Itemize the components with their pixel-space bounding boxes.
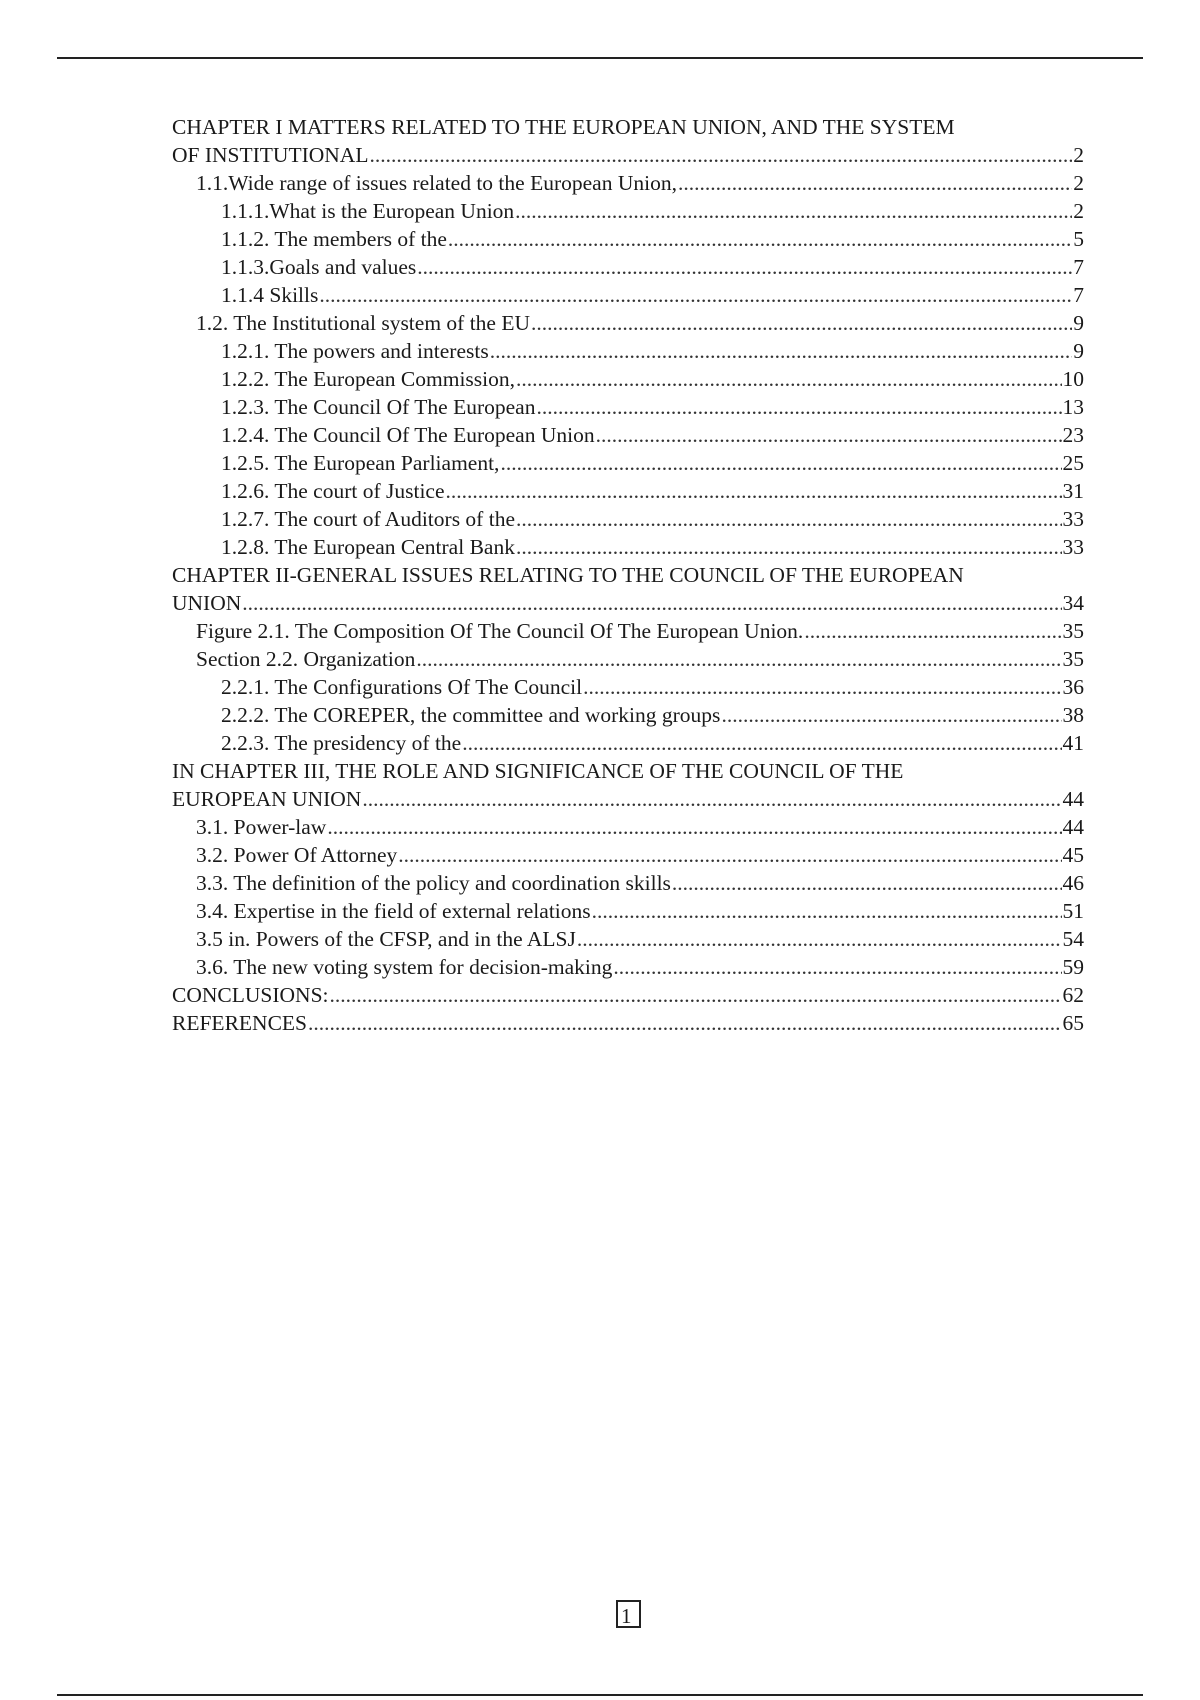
toc-entry[interactable] [172, 981, 1084, 1009]
dot-leader [577, 925, 1062, 953]
toc-entry[interactable] [172, 953, 1084, 981]
toc-entry-page: 62 [1062, 983, 1084, 1007]
toc-entry-line [221, 673, 1084, 701]
toc-entry-title: 1.1.4 Skills [221, 283, 319, 307]
toc-entry-title: 1.2.2. The European Commission, [221, 367, 516, 391]
toc-entry-line [221, 505, 1084, 533]
toc-entry-title: 1.2.3. The Council Of The European [221, 395, 536, 419]
toc-entry-line [221, 393, 1084, 421]
toc-entry[interactable] [172, 533, 1084, 561]
toc-entry-title: 3.1. Power-law [196, 815, 327, 839]
toc-entry[interactable] [172, 113, 1084, 169]
toc-entry-title: 1.2.1. The powers and interests [221, 339, 489, 363]
toc-entry-title: 1.2.4. The Council Of The European Union [221, 423, 595, 447]
toc-entry[interactable] [172, 897, 1084, 925]
toc-entry[interactable] [172, 169, 1084, 197]
toc-entry-line [172, 1009, 1084, 1037]
toc-entry-title: 1.2.7. The court of Auditors of the [221, 507, 515, 531]
toc-entry-line [221, 337, 1084, 365]
toc-entry-line [172, 785, 1084, 813]
toc-entry-page: 23 [1062, 423, 1084, 447]
toc-entry-line [221, 253, 1084, 281]
toc-entry-line [196, 841, 1084, 869]
dot-leader [804, 617, 1061, 645]
toc-entry-title: 3.2. Power Of Attorney [196, 843, 398, 867]
dot-leader [721, 701, 1061, 729]
toc-entry[interactable] [172, 477, 1084, 505]
dot-leader [516, 533, 1062, 561]
toc-entry-title: 3.3. The definition of the policy and coordination skills [196, 871, 671, 895]
toc-entry-line [196, 813, 1084, 841]
toc-entry[interactable] [172, 869, 1084, 897]
toc-entry-line [221, 449, 1084, 477]
dot-leader [242, 589, 1061, 617]
dot-leader [308, 1009, 1062, 1037]
dot-leader [490, 337, 1073, 365]
dot-leader [369, 141, 1072, 169]
toc-entry-page: 59 [1062, 955, 1084, 979]
toc-entry-page: 46 [1062, 871, 1084, 895]
toc-entry-title: 1.2.5. The European Parliament, [221, 451, 500, 475]
toc-entry-title: 1.1.1.What is the European Union [221, 199, 515, 223]
dot-leader [678, 169, 1072, 197]
toc-entry-line [221, 365, 1084, 393]
toc-entry-title: REFERENCES [172, 1011, 307, 1035]
dot-leader [327, 813, 1061, 841]
toc-entry[interactable] [172, 757, 1084, 813]
toc-entry-page: 9 [1073, 339, 1084, 363]
toc-entry-page: 51 [1062, 899, 1084, 923]
dot-leader [583, 673, 1061, 701]
toc-entry[interactable] [172, 281, 1084, 309]
toc-entry-title: 1.2. The Institutional system of the EU [196, 311, 531, 335]
toc-entry-line [221, 197, 1084, 225]
toc-entry-title: UNION [172, 591, 242, 615]
toc-entry-title: 3.6. The new voting system for decision-making [196, 955, 613, 979]
dot-leader [330, 981, 1062, 1009]
toc-entry-page: 35 [1062, 647, 1084, 671]
toc-entry[interactable] [172, 1009, 1084, 1037]
toc-entry[interactable] [172, 701, 1084, 729]
dot-leader [516, 365, 1061, 393]
toc-entry-line [221, 281, 1084, 309]
toc-entry-heading-line: CHAPTER II-GENERAL ISSUES RELATING TO THE COUNCIL OF THE EUROPEAN [172, 563, 964, 587]
toc-entry-title: 2.2.3. The presidency of the [221, 731, 462, 755]
dot-leader [398, 841, 1061, 869]
toc-entry-title: Section 2.2. Organization [196, 647, 416, 671]
toc-entry-line [221, 421, 1084, 449]
toc-entry[interactable] [172, 813, 1084, 841]
toc-entry-page: 5 [1073, 227, 1084, 251]
toc-entry-title: Figure 2.1. The Composition Of The Council Of The European Union. [196, 619, 804, 643]
toc-entry-title: EUROPEAN UNION [172, 787, 362, 811]
dot-leader [596, 421, 1062, 449]
toc-entry-line [172, 589, 1084, 617]
toc-entry-page: 45 [1062, 843, 1084, 867]
toc-entry-line [196, 925, 1084, 953]
toc-entry-title: 3.5 in. Powers of the CFSP, and in the ALSJ [196, 927, 576, 951]
toc-entry-line [196, 645, 1084, 673]
dot-leader [462, 729, 1061, 757]
toc-entry-page: 33 [1062, 507, 1084, 531]
toc-entry-page: 2 [1073, 171, 1084, 195]
toc-entry-page: 34 [1062, 591, 1084, 615]
dot-leader [416, 645, 1061, 673]
toc-entry-line [196, 309, 1084, 337]
dot-leader [536, 393, 1061, 421]
toc-entry-page: 36 [1062, 675, 1084, 699]
toc-entry-page: 38 [1062, 703, 1084, 727]
dot-leader [446, 477, 1062, 505]
toc-entry-line [221, 701, 1084, 729]
toc-entry[interactable] [172, 449, 1084, 477]
dot-leader [417, 253, 1072, 281]
toc-entry-page: 9 [1073, 311, 1084, 335]
toc-entry-page: 7 [1073, 255, 1084, 279]
toc-entry-page: 54 [1062, 927, 1084, 951]
toc-entry-page: 41 [1062, 731, 1084, 755]
toc-entry-page: 10 [1062, 367, 1084, 391]
toc-entry-page: 25 [1062, 451, 1084, 475]
dot-leader [613, 953, 1061, 981]
toc-entry[interactable] [172, 337, 1084, 365]
toc-entry-line [196, 617, 1084, 645]
toc-entry[interactable] [172, 925, 1084, 953]
dot-leader [531, 309, 1072, 337]
toc-entry-page: 13 [1062, 395, 1084, 419]
toc-entry-line [196, 953, 1084, 981]
toc-entry[interactable] [172, 197, 1084, 225]
toc-entry-line [221, 533, 1084, 561]
toc-entry-line [221, 477, 1084, 505]
toc-entry-line [221, 225, 1084, 253]
toc-entry-page: 33 [1062, 535, 1084, 559]
toc-entry-page: 35 [1062, 619, 1084, 643]
toc-entry-title: 2.2.1. The Configurations Of The Council [221, 675, 583, 699]
toc-entry[interactable] [172, 253, 1084, 281]
toc-entry[interactable] [172, 309, 1084, 337]
toc-entry[interactable] [172, 505, 1084, 533]
toc-entry-heading-line: IN CHAPTER III, THE ROLE AND SIGNIFICANCE OF THE COUNCIL OF THE [172, 759, 904, 783]
dot-leader [672, 869, 1062, 897]
toc-entry[interactable] [172, 729, 1084, 757]
dot-leader [516, 505, 1062, 533]
toc-entry-title: CONCLUSIONS: [172, 983, 329, 1007]
toc-entry-line [196, 869, 1084, 897]
toc-entry[interactable] [172, 365, 1084, 393]
toc-entry-title: 3.4. Expertise in the field of external relations [196, 899, 591, 923]
toc-entry[interactable] [172, 841, 1084, 869]
table-of-contents [172, 113, 1084, 1037]
toc-entry-title: 1.1.3.Goals and values [221, 255, 417, 279]
dot-leader [515, 197, 1072, 225]
toc-entry-page: 2 [1073, 199, 1084, 223]
toc-entry-line [196, 169, 1084, 197]
toc-entry[interactable] [172, 673, 1084, 701]
toc-entry-page: 31 [1062, 479, 1084, 503]
header-rule [57, 57, 1143, 59]
toc-entry-line [172, 141, 1084, 169]
dot-leader [362, 785, 1061, 813]
toc-entry-page: 7 [1073, 283, 1084, 307]
footer-rule [57, 1694, 1143, 1696]
toc-entry[interactable] [172, 225, 1084, 253]
dot-leader [592, 897, 1062, 925]
toc-entry[interactable] [172, 561, 1084, 617]
toc-entry-title: 1.1.Wide range of issues related to the European Union, [196, 171, 677, 195]
toc-entry[interactable] [172, 393, 1084, 421]
toc-entry-line [172, 981, 1084, 1009]
toc-entry[interactable] [172, 421, 1084, 449]
toc-entry-title: OF INSTITUTIONAL [172, 143, 369, 167]
toc-entry-heading-line: CHAPTER I MATTERS RELATED TO THE EUROPEAN UNION, AND THE SYSTEM [172, 115, 955, 139]
toc-entry-page: 44 [1062, 815, 1084, 839]
toc-entry-title: 1.2.8. The European Central Bank [221, 535, 515, 559]
toc-entry-line [221, 729, 1084, 757]
page-number: 1 [616, 1600, 641, 1628]
toc-entry-title: 2.2.2. The COREPER, the committee and working groups [221, 703, 721, 727]
toc-entry[interactable] [172, 617, 1084, 645]
dot-leader [319, 281, 1072, 309]
toc-entry-title: 1.1.2. The members of the [221, 227, 447, 251]
toc-entry-title: 1.2.6. The court of Justice [221, 479, 445, 503]
dot-leader [500, 449, 1061, 477]
toc-entry-page: 2 [1073, 143, 1084, 167]
toc-entry[interactable] [172, 645, 1084, 673]
toc-entry-page: 44 [1062, 787, 1084, 811]
toc-entry-page: 65 [1062, 1011, 1084, 1035]
dot-leader [448, 225, 1072, 253]
toc-entry-line [196, 897, 1084, 925]
